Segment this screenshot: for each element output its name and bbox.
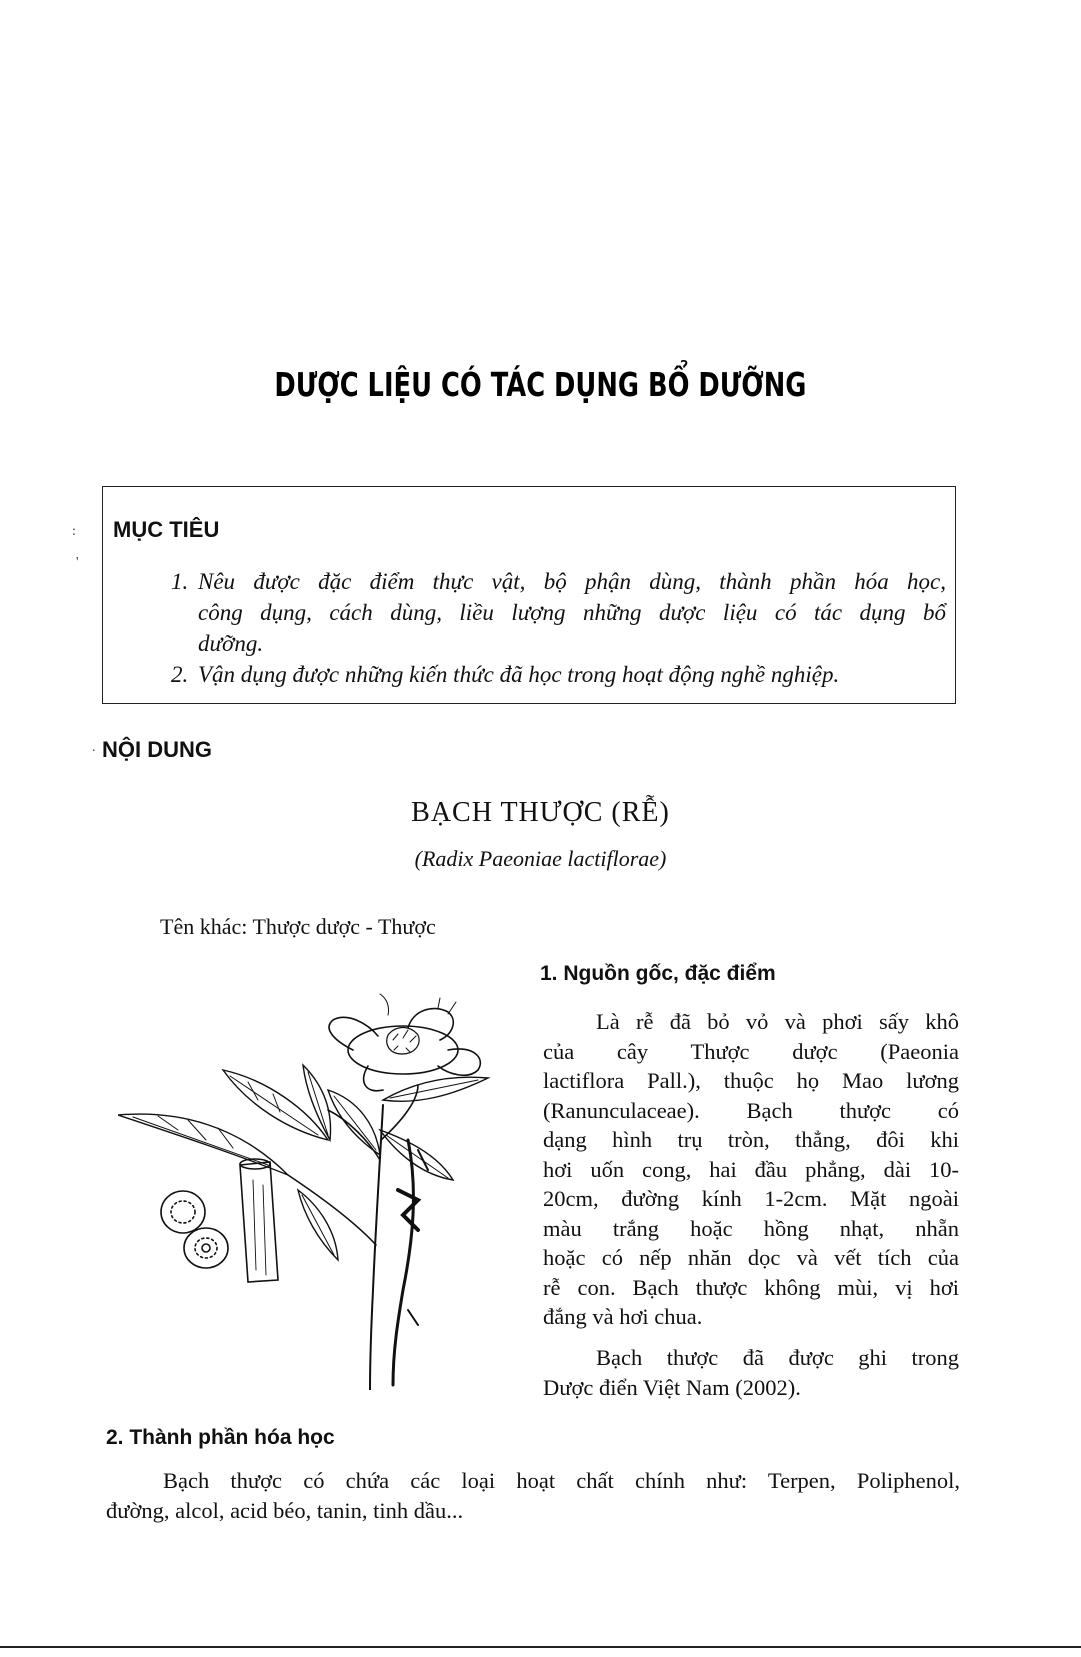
- text-line: Là rễ đã bỏ vỏ và phơi sấy khô: [596, 1009, 959, 1034]
- objective-line: Nêu được đặc điểm thực vật, bộ phận dùng, thành phần hóa học,: [198, 569, 946, 594]
- text-line: Bạch thược đã được ghi trong: [596, 1345, 959, 1370]
- objective-item: [171, 659, 951, 693]
- text-line: (Ranunculaceae). Bạch thược có: [543, 1097, 959, 1123]
- herb-other-names: Tên khác: Thược dược - Thược: [160, 914, 436, 939]
- objective-line: Vận dụng được những kiến thức đã học trong hoạt động nghề nghiệp.: [198, 662, 840, 687]
- objective-item: [171, 566, 951, 662]
- objective-text: [198, 659, 839, 690]
- chemistry-paragraph: [106, 1466, 960, 1525]
- text-line: 20cm, đường kính 1-2cm. Mặt ngoài: [543, 1186, 959, 1211]
- page-bottom-rule: [0, 1646, 1081, 1648]
- objective-line: công dụng, cách dùng, liều lượng những dược liệu có tác dụng bổ: [198, 600, 946, 625]
- text-line: hoặc có nếp nhăn dọc và vết tích của: [543, 1245, 959, 1270]
- objective-number: 2.: [171, 662, 189, 687]
- objectives-box: [102, 486, 956, 704]
- margin-mark: ': [76, 555, 79, 570]
- text-line: của cây Thược dược (Paeonia: [543, 1038, 959, 1064]
- section-heading-chemistry: 2. Thành phần hóa học: [106, 1426, 335, 1449]
- objective-line: dưỡng.: [198, 631, 264, 656]
- text-line: dạng hình trụ tròn, thẳng, đôi khi: [543, 1127, 959, 1152]
- text-line: Dược điển Việt Nam (2002).: [543, 1374, 801, 1400]
- chapter-title: DƯỢC LIỆU CÓ TÁC DỤNG BỔ DƯỠNG: [274, 365, 807, 404]
- objectives-heading: MỤC TIÊU: [113, 517, 220, 542]
- margin-mark: .: [92, 740, 96, 755]
- text-line: Bạch thược có chứa các loại hoạt chất chính như: Terpen, Poliphenol,: [163, 1468, 960, 1493]
- section-heading-origin: 1. Nguồn gốc, đặc điểm: [540, 962, 776, 985]
- text-line: rễ con. Bạch thược không mùi, vị hơi: [543, 1274, 959, 1300]
- text-line: hơi uốn cong, hai đầu phẳng, dài 10-: [543, 1156, 959, 1182]
- text-line: đường, alcol, acid béo, tanin, tinh dầu...: [106, 1497, 464, 1523]
- origin-paragraph-1: [543, 1007, 959, 1332]
- herb-title: BẠCH THƯỢC (RỄ): [411, 797, 670, 828]
- objective-number: 1.: [171, 569, 189, 594]
- text-line: lactiflora Pall.), thuộc họ Mao lương: [543, 1068, 959, 1093]
- margin-mark: :: [72, 524, 76, 539]
- plant-illustration: [118, 990, 533, 1390]
- objective-text: [198, 566, 946, 659]
- herb-latin-name: (Radix Paeoniae lactiflorae): [414, 846, 667, 871]
- text-line: đắng và hơi chua.: [543, 1304, 703, 1329]
- text-line: màu trắng hoặc hồng nhạt, nhẵn: [543, 1215, 959, 1241]
- origin-paragraph-2: [543, 1343, 959, 1402]
- content-heading: NỘI DUNG: [102, 737, 212, 762]
